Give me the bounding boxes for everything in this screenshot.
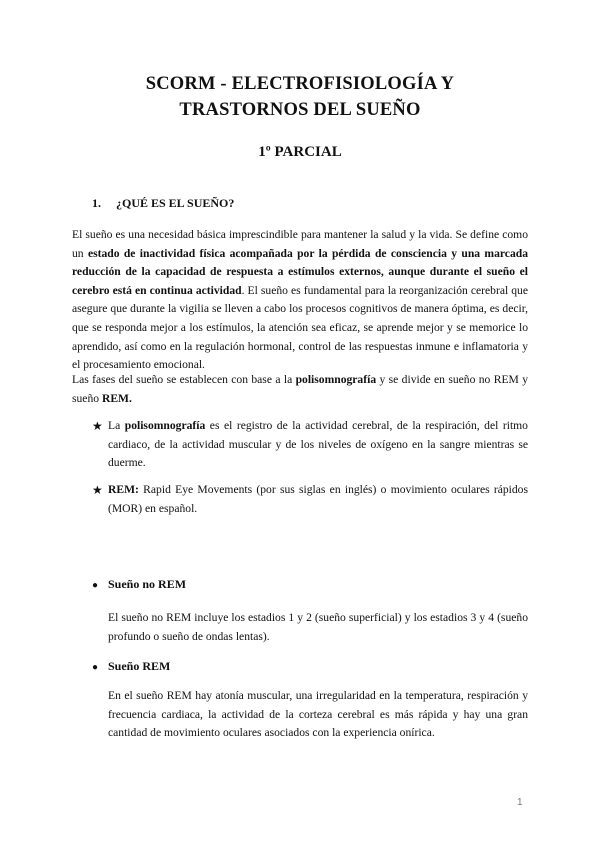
star-icon: ★	[92, 483, 103, 497]
paragraph-bold-text: polisomnografía	[295, 373, 377, 386]
star-item-text	[108, 417, 528, 473]
bullet-heading-rem	[92, 657, 170, 677]
paragraph-bold-text: estado de inactividad física acompañada por la pérdida de consciencia y una marcada reducción de la capacidad de respuesta a estímulos externos, aunque durante el sueño el cerebro está en continua actividad	[72, 246, 528, 297]
star-item-text	[108, 481, 528, 518]
bullet-heading-no-rem	[92, 575, 186, 595]
star-list-item-polisomnografia	[92, 417, 528, 473]
bullet-icon: ●	[92, 580, 99, 591]
paragraph-text: y se divide en sueño no REM y sueño	[72, 373, 528, 405]
paragraph-text: . El sueño es fundamental para la reorganización cerebral que asegure que durante la vigilia se lleven a cabo los procesos cognitivos de manera óptima, es decir, que se responda mejor a los estímulos, la atención sea eficaz, se aprende mejor y se memorice lo aprendido, así como en la regulación hormonal, control de las respuestas inmune e inflamatoria y el procesamiento emocional.	[72, 283, 528, 372]
title-line-2: TRASTORNOS DEL SUEÑO	[179, 100, 421, 120]
star-list-item-rem	[92, 481, 528, 518]
paragraph-bold-text: REM.	[101, 391, 132, 405]
paragraph-text: El sueño es una necesidad básica imprescindible para mantener la salud y la vida. Se define como un	[72, 228, 528, 260]
section-heading	[92, 196, 234, 211]
bullet-heading-text: Sueño REM	[108, 659, 171, 673]
star-item-bold: REM:	[108, 483, 139, 496]
section-title: ¿QUÉ ES EL SUEÑO?	[116, 196, 235, 210]
star-icon: ★	[92, 419, 103, 433]
paragraph-phases	[72, 371, 528, 408]
bullet-heading-text: Sueño no REM	[108, 577, 187, 591]
star-item-rest: es el registro de la actividad cerebral, de la respiración, del ritmo cardiaco, de la actividad muscular y de los niveles de oxígeno en la sangre mientras se duerme.	[108, 419, 528, 470]
star-item-prefix: La	[108, 419, 125, 432]
page-number: 1	[517, 797, 523, 808]
paragraph-definition	[72, 226, 528, 375]
star-item-bold: polisomnografía	[124, 419, 206, 432]
star-item-rest: Rapid Eye Movements (por sus siglas en inglés) o movimiento oculares rápidos (MOR) en español.	[108, 483, 528, 515]
bullet-icon: ●	[92, 662, 99, 673]
paragraph-text: Las fases del sueño se establecen con base a la	[72, 373, 296, 386]
bullet-paragraph-rem: En el sueño REM hay atonía muscular, una irregularidad en la temperatura, respiración y frecuencia cardiaca, la actividad de la corteza cerebral es más rápida y hay una gran cantidad de movimiento oculares asociados con la experiencia onírica.	[108, 689, 528, 740]
title-line-1: SCORM - ELECTROFISIOLOGÍA Y	[145, 74, 455, 94]
section-number: 1.	[92, 196, 101, 210]
subtitle: 1º PARCIAL	[258, 144, 342, 160]
bullet-paragraph-no-rem: El sueño no REM incluye los estadios 1 y 2 (sueño superficial) y los estadios 3 y 4 (sueño profundo o sueño de ondas lentas).	[108, 611, 528, 643]
